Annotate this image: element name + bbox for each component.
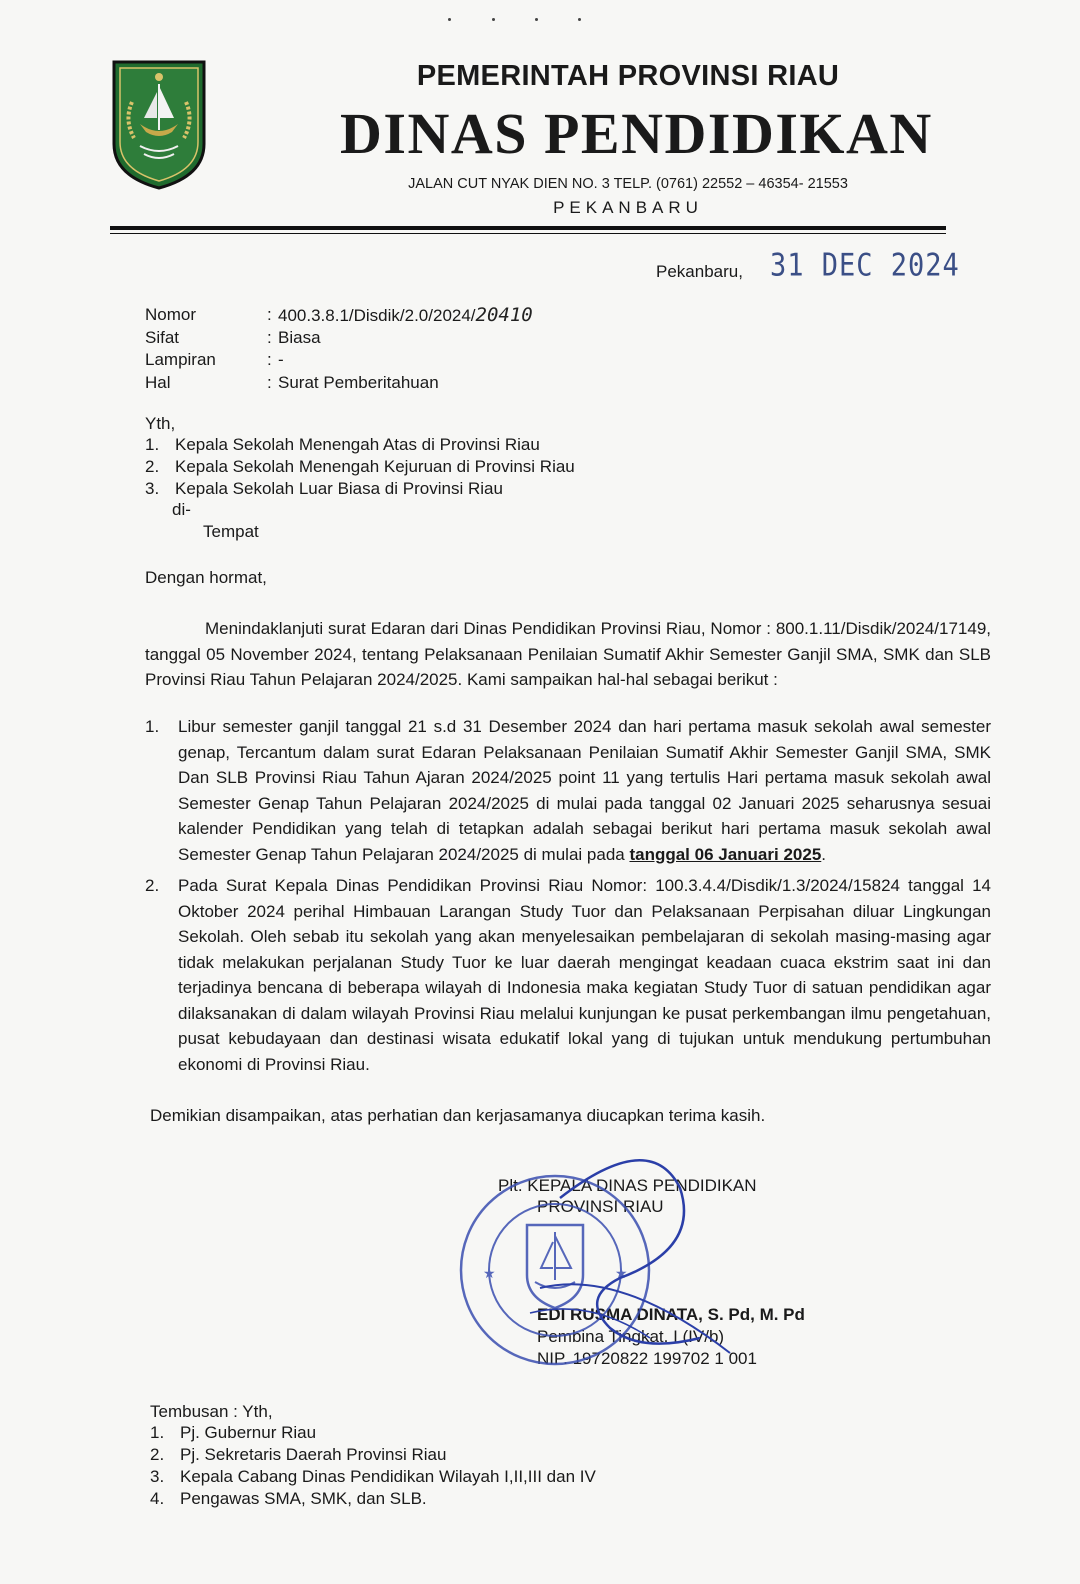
points-list	[145, 714, 991, 1077]
point-item	[145, 714, 991, 867]
handwritten-signature-icon	[500, 1138, 740, 1368]
meta-label: Sifat	[145, 327, 180, 347]
list-text: Kepala Sekolah Luar Biasa di Provinsi Riau	[175, 479, 503, 498]
point-text: Libur semester ganjil tanggal 21 s.d 31 Desember 2024 dan hari pertama masuk sekolah awal semester genap, Tercantum dalam surat Edaran Pelaksanaan Penilaian Sumatif Akhir Semester Ganjil SMA, SMK Dan SLB Provinsi Riau Tahun Ajaran 2024/2025 point 11 yang tertulis Hari pertama masuk sekolah awal Semester Genap Tahun Pelajaran 2024/2025 di mulai pada tanggal 02 Januari 2025 seharusnya sesuai kalender Pendidikan yang telah di tetapkan adalah sebagai berikut hari pertama masuk sekolah awal Semester Genap Tahun Pelajaran 2024/2025 di mulai pada	[178, 717, 991, 864]
meta-colon: :	[267, 372, 272, 392]
closing-sentence: Demikian disampaikan, atas perhatian dan kerjasamanya diucapkan terima kasih.	[150, 1106, 766, 1125]
government-name: PEMERINTAH PROVINSI RIAU	[416, 60, 840, 92]
signatory-nip: NIP. 19720822 199702 1 001	[537, 1349, 757, 1368]
svg-text:★: ★	[483, 1266, 496, 1282]
list-number: 1.	[150, 1423, 165, 1442]
signatory-title-2: PROVINSI RIAU	[537, 1197, 664, 1216]
list-number: 1.	[145, 435, 160, 454]
recipients-di: di-	[172, 500, 191, 519]
letterhead-divider-thin	[110, 233, 946, 234]
meta-colon: :	[267, 305, 272, 324]
meta-value	[278, 304, 533, 328]
intro-text: Menindaklanjuti surat Edaran dari Dinas Pendidikan Provinsi Riau, Nomor : 800.1.11/Disdik/2024/17149, tanggal 05 November 2024, tentang Pelaksanaan Penilaian Sumatif Akhir Semester Ganjil SMA, SMK dan SLB Provinsi Riau Tahun Pelajaran 2024/2025. Kami sampaikan hal-hal sebagai berikut :	[145, 619, 991, 689]
point-end: .	[821, 844, 827, 864]
list-text: Pj. Gubernur Riau	[180, 1423, 317, 1442]
agency-address: JALAN CUT NYAK DIEN NO. 3 TELP. (0761) 22552 – 46354- 21553	[408, 176, 848, 192]
meta-label: Lampiran	[145, 350, 216, 369]
date-place: Pekanbaru,	[656, 262, 743, 281]
signatory-title: Plt. KEPALA DINAS PENDIDIKAN	[498, 1176, 757, 1195]
signatory-rank: Pembina Tingkat. I (IV/b)	[537, 1327, 725, 1346]
meta-value: Biasa	[278, 327, 321, 347]
scan-dot	[578, 18, 581, 21]
list-number: 3.	[145, 479, 160, 498]
meta-value: -	[278, 350, 284, 369]
recipients-greeting: Yth,	[145, 414, 176, 433]
list-text: Pj. Sekretaris Daerah Provinsi Riau	[180, 1445, 447, 1464]
point-item	[145, 873, 991, 1077]
list-text: Kepala Cabang Dinas Pendidikan Wilayah I,II,III dan IV	[180, 1467, 596, 1486]
signatory-name: EDI RUSMA DINATA, S. Pd, M. Pd	[537, 1305, 805, 1324]
point-emphasis: tanggal 06 Januari 2025	[629, 844, 822, 864]
list-number: 2.	[150, 1445, 165, 1464]
meta-value: Surat Pemberitahuan	[278, 372, 439, 392]
point-number: 2.	[145, 876, 160, 895]
meta-colon: :	[267, 350, 272, 369]
riau-province-emblem-icon	[110, 58, 208, 190]
svg-text:★: ★	[615, 1266, 628, 1282]
recipients-tempat: Tempat	[203, 522, 259, 541]
agency-name: DINAS PENDIDIKAN	[340, 101, 933, 166]
list-number: 4.	[150, 1489, 165, 1508]
meta-colon: :	[267, 327, 272, 347]
list-number: 3.	[150, 1467, 165, 1486]
scan-dot	[448, 18, 451, 21]
letterhead-divider	[110, 226, 946, 230]
tembusan-heading: Tembusan : Yth,	[150, 1402, 273, 1421]
list-number: 2.	[145, 457, 160, 476]
point-number: 1.	[145, 717, 160, 736]
date-stamp: 31 DEC 2024	[770, 247, 960, 284]
meta-label: Hal	[145, 372, 171, 392]
intro-paragraph	[145, 616, 991, 693]
salutation: Dengan hormat,	[145, 568, 267, 587]
list-text: Kepala Sekolah Menengah Kejuruan di Provinsi Riau	[175, 457, 575, 476]
scan-dot	[492, 18, 495, 21]
list-text: Pengawas SMA, SMK, dan SLB.	[180, 1489, 427, 1508]
scan-dot	[535, 18, 538, 21]
meta-label: Nomor	[145, 305, 197, 324]
agency-city: PEKANBARU	[553, 198, 703, 217]
nomor-handwritten: 20410	[475, 304, 533, 326]
list-text: Kepala Sekolah Menengah Atas di Provinsi Riau	[175, 435, 540, 454]
nomor-printed: 400.3.8.1/Disdik/2.0/2024/	[278, 306, 476, 325]
point-text: Pada Surat Kepala Dinas Pendidikan Provinsi Riau Nomor: 100.3.4.4/Disdik/1.3/2024/15824 tanggal 14 Oktober 2024 perihal Himbauan Larangan Study Tuor dan Pelaksanaan Perpisahan diluar Lingkungan Sekolah. Oleh sebab itu sekolah yang akan menyelesaikan pembelajaran di sekolah masing-masing agar tidak melakukan perjalanan Study Tuor ke luar daerah mengingat keadaan cuaca ekstrim saat ini dan terjadinya bencana di beberapa wilayah di Indonesia maka kegiatan Study Tuor di satuan pendidikan agar dilaksanakan di dalam wilayah Provinsi Riau melalui kunjungan ke pusat perkembangan ilmu pengetahuan, pusat kebudayaan dan destinasi wisata edukatif lokal yang di tujukan untuk mendukung pertumbuhan ekonomi di Provinsi Riau.	[178, 876, 991, 1074]
